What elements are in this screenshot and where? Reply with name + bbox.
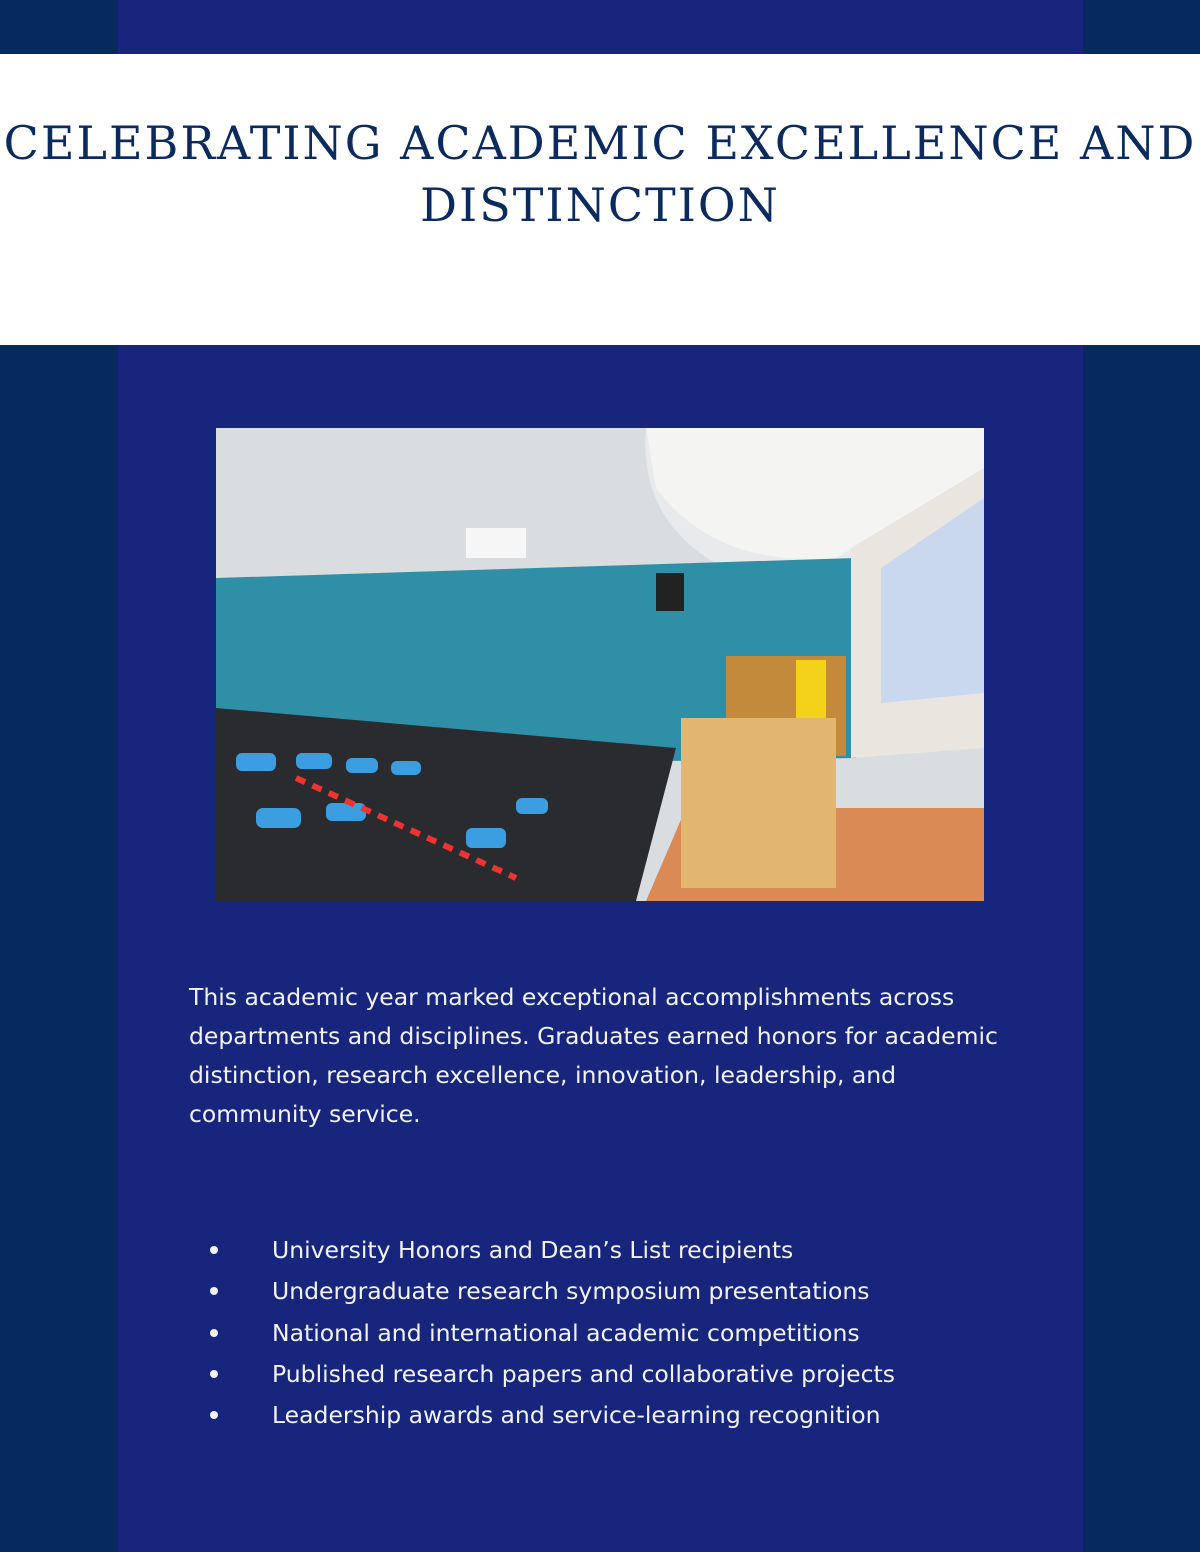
list-item [210, 1356, 895, 1397]
list-item [210, 1315, 895, 1356]
bullet-icon [210, 1246, 218, 1254]
bullet-icon [210, 1411, 218, 1419]
lecture-hall-photo [216, 428, 984, 901]
page-title: CELEBRATING ACADEMIC EXCELLENCE AND DISTINCTION [3, 116, 1197, 232]
list-item-text: Undergraduate research symposium presentations [272, 1277, 870, 1306]
list-item [210, 1232, 895, 1273]
list-item-text: University Honors and Dean’s List recipients [272, 1236, 794, 1264]
list-item-text: National and international academic competitions [272, 1318, 860, 1347]
list-item-text: Leadership awards and service-learning recognition [272, 1401, 881, 1430]
highlights-list [210, 1232, 895, 1438]
list-item [210, 1397, 895, 1438]
list-item [210, 1273, 895, 1314]
bullet-icon [210, 1370, 218, 1378]
intro-paragraph: This academic year marked exceptional accomplishments across departments and disciplines. Graduates earned honors for academic distinction, research excellence, innovation, leadership, and community service. [189, 983, 998, 1128]
bullet-icon [210, 1287, 218, 1295]
list-item-text: Published research papers and collaborative projects [272, 1359, 895, 1388]
bullet-icon [210, 1329, 218, 1337]
